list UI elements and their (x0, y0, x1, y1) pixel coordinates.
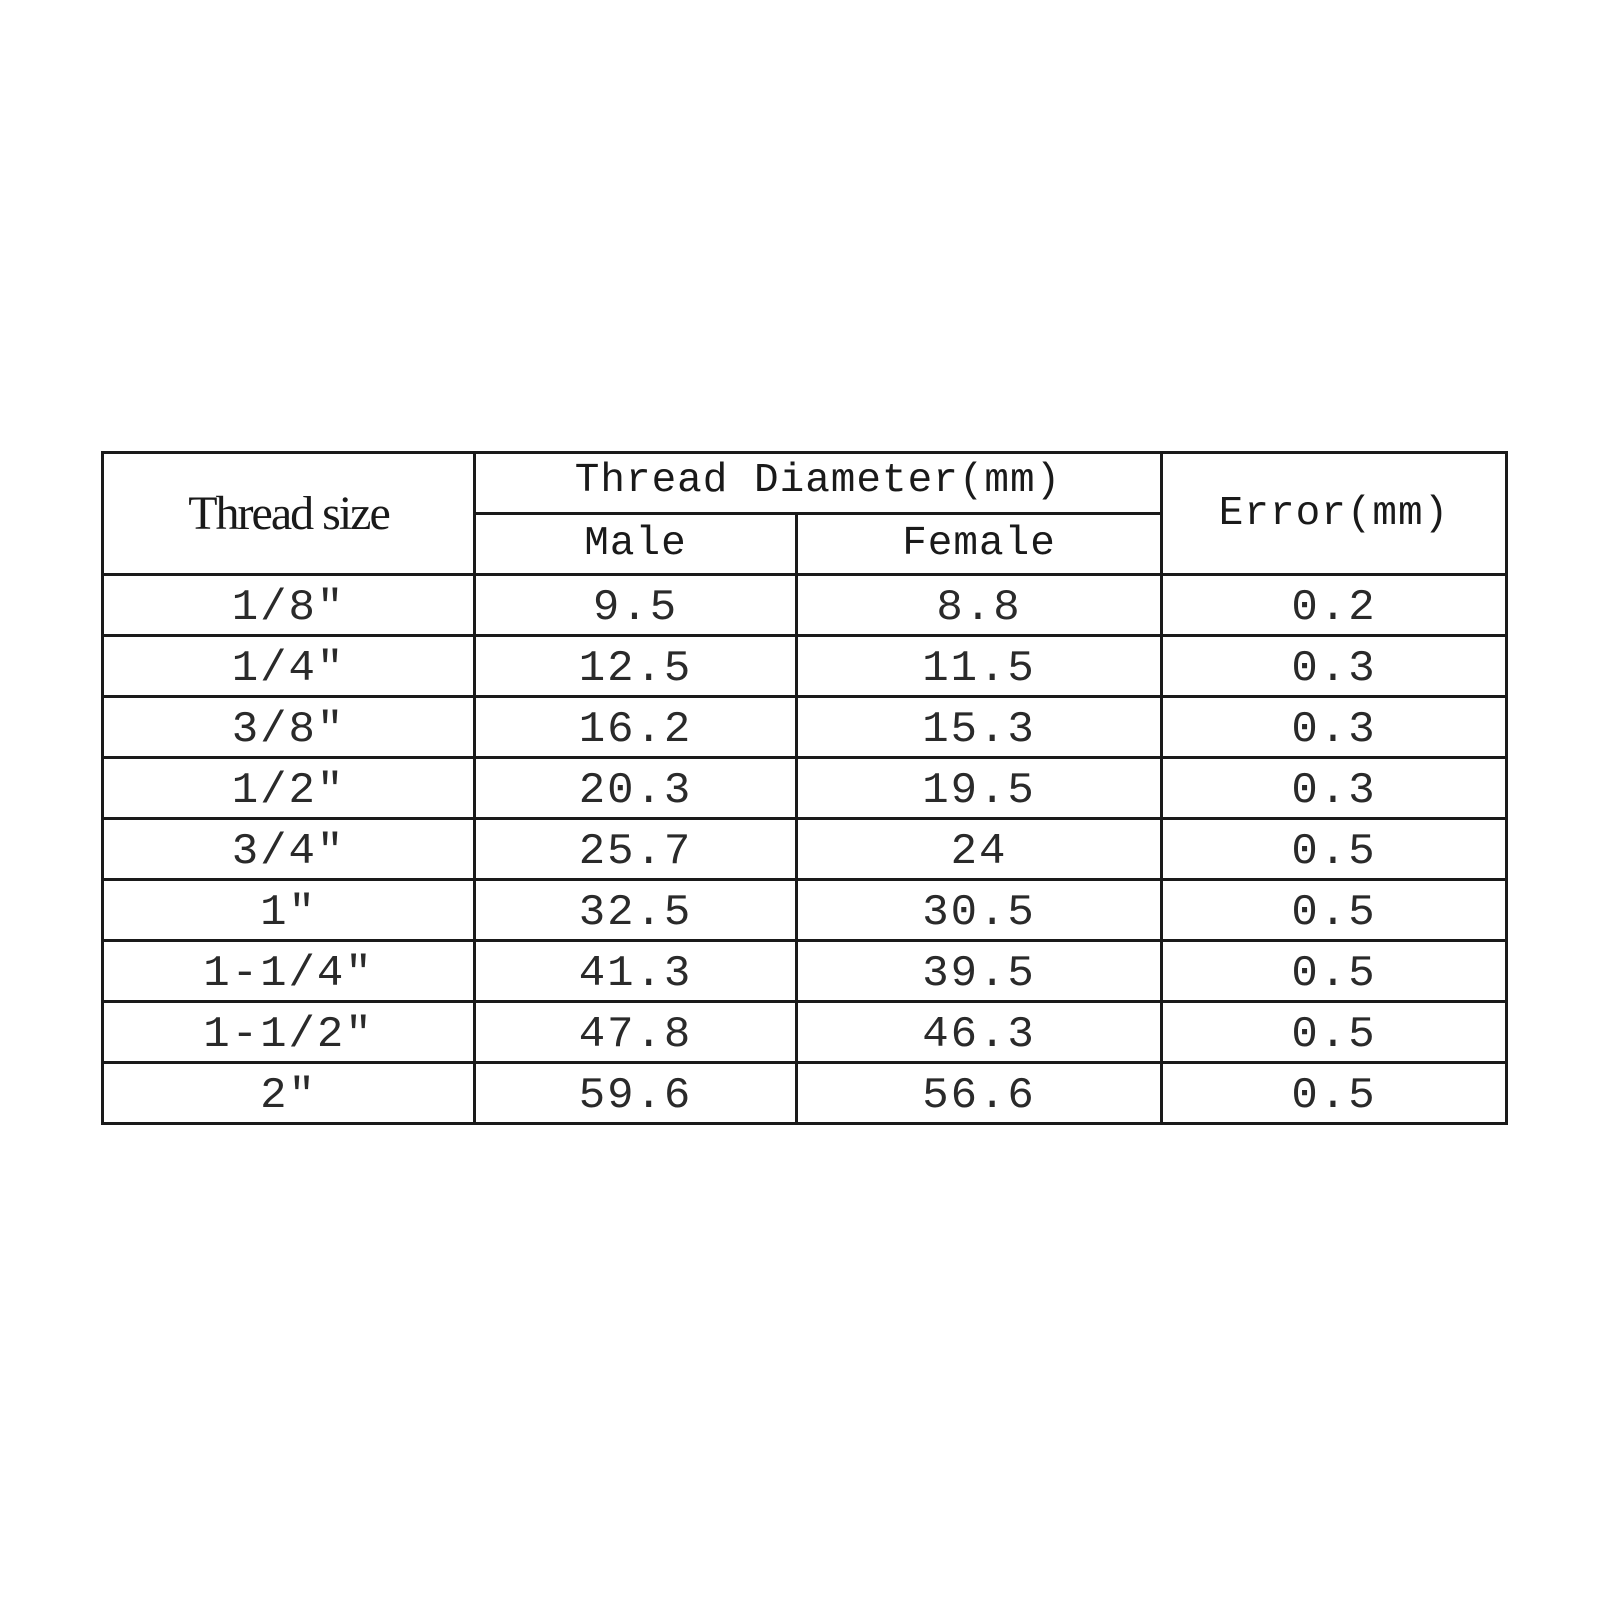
table-row (103, 575, 1507, 636)
cell-female: 30.5 (797, 880, 1162, 941)
cell-error: 0.2 (1162, 575, 1507, 636)
cell-size: 3/4″ (103, 819, 475, 880)
cell-female: 11.5 (797, 636, 1162, 697)
cell-size: 1-1/4″ (103, 941, 475, 1002)
cell-error: 0.5 (1162, 1002, 1507, 1063)
cell-size: 1/2″ (103, 758, 475, 819)
cell-error: 0.3 (1162, 697, 1507, 758)
cell-male: 9.5 (475, 575, 797, 636)
header-thread-diameter: Thread Diameter(mm) (475, 453, 1162, 514)
header-female: Female (797, 514, 1162, 575)
cell-male: 25.7 (475, 819, 797, 880)
cell-size: 1/4″ (103, 636, 475, 697)
cell-female: 8.8 (797, 575, 1162, 636)
cell-size: 3/8″ (103, 697, 475, 758)
table-row (103, 1002, 1507, 1063)
cell-male: 32.5 (475, 880, 797, 941)
header-error: Error(mm) (1162, 453, 1507, 575)
cell-female: 24 (797, 819, 1162, 880)
table-row (103, 697, 1507, 758)
cell-male: 59.6 (475, 1063, 797, 1124)
cell-error: 0.5 (1162, 819, 1507, 880)
cell-error: 0.5 (1162, 1063, 1507, 1124)
table-row (103, 880, 1507, 941)
table-row (103, 941, 1507, 1002)
cell-female: 39.5 (797, 941, 1162, 1002)
cell-female: 56.6 (797, 1063, 1162, 1124)
cell-size: 2″ (103, 1063, 475, 1124)
cell-female: 15.3 (797, 697, 1162, 758)
cell-size: 1″ (103, 880, 475, 941)
table-row (103, 819, 1507, 880)
cell-female: 46.3 (797, 1002, 1162, 1063)
table-body (103, 575, 1507, 1124)
table-row (103, 636, 1507, 697)
cell-size: 1/8″ (103, 575, 475, 636)
cell-male: 41.3 (475, 941, 797, 1002)
cell-error: 0.3 (1162, 758, 1507, 819)
cell-female: 19.5 (797, 758, 1162, 819)
table-row (103, 1063, 1507, 1124)
cell-male: 47.8 (475, 1002, 797, 1063)
cell-error: 0.5 (1162, 941, 1507, 1002)
cell-error: 0.3 (1162, 636, 1507, 697)
cell-male: 16.2 (475, 697, 797, 758)
cell-error: 0.5 (1162, 880, 1507, 941)
table-row (103, 758, 1507, 819)
thread-spec-table (101, 451, 1508, 1125)
header-male: Male (475, 514, 797, 575)
cell-male: 12.5 (475, 636, 797, 697)
cell-male: 20.3 (475, 758, 797, 819)
cell-size: 1-1/2″ (103, 1002, 475, 1063)
header-thread-size: Thread size (103, 453, 475, 575)
